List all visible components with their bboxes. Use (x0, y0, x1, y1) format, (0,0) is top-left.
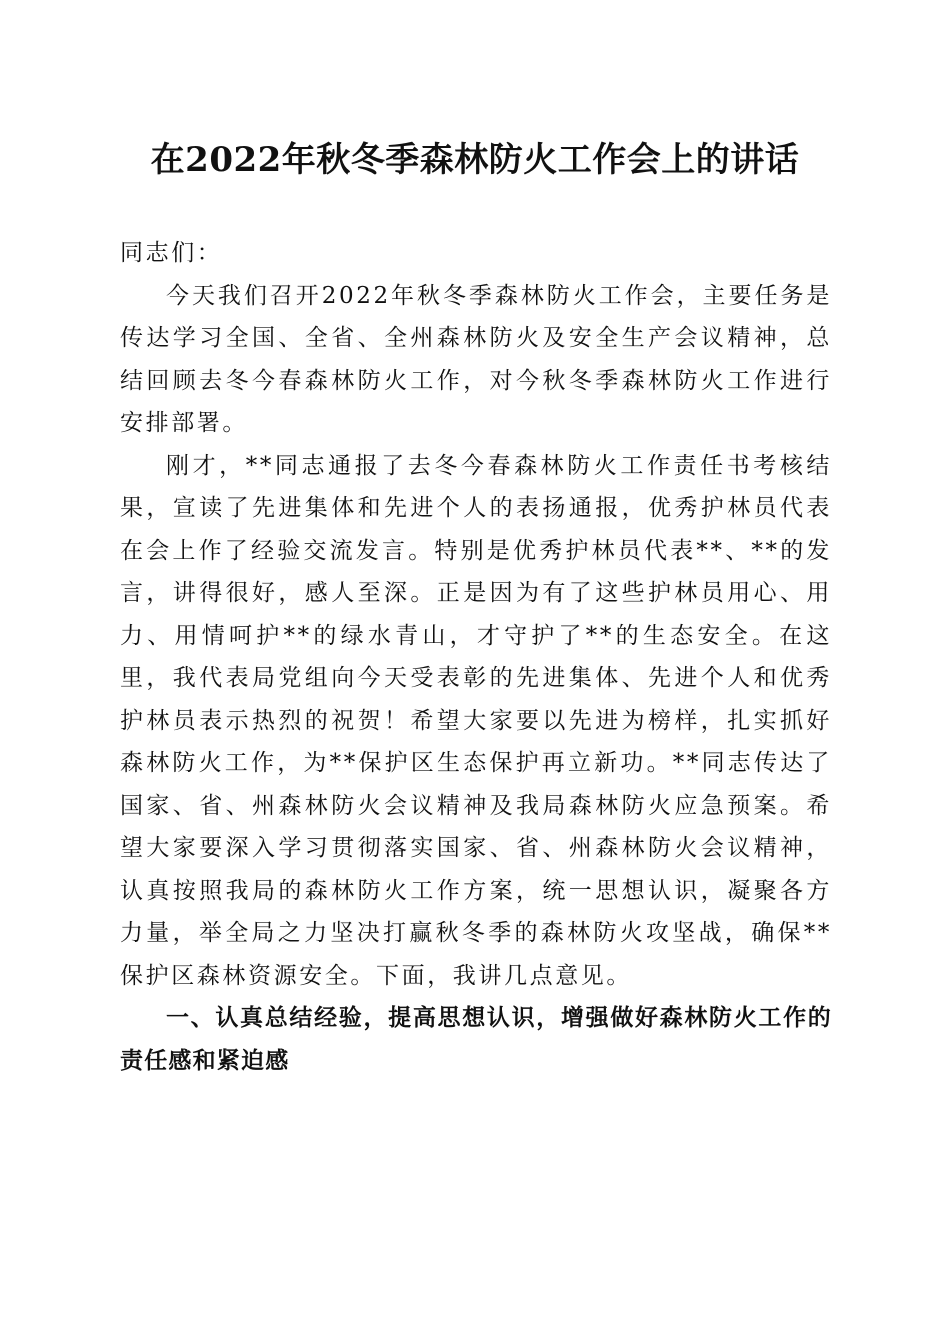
section-heading-1: 一、认真总结经验，提高思想认识，增强做好森林防火工作的责任感和紧迫感 (120, 1005, 832, 1074)
paragraph-opening: 今天我们召开2022年秋冬季森林防火工作会，主要任务是传达学习全国、全省、全州森林防火及安全生产会议精神，总结回顾去冬今春森林防火工作，对今秋冬季森林防火工作进行安排部署。 (120, 282, 832, 436)
document-body (120, 232, 832, 1082)
paragraph-review: 刚才，**同志通报了去冬今春森林防火工作责任书考核结果，宣读了先进集体和先进个人的表扬通报，优秀护林员代表在会上作了经验交流发言。特别是优秀护林员代表**、**的发言，讲得很好，感人至深。正是因为有了这些护林员用心、用力、用情呵护**的绿水青山，才守护了**的生态安全。在这里，我代表局党组向今天受表彰的先进集体、先进个人和优秀护林员表示热烈的祝贺！希望大家要以先进为榜样，扎实抓好森林防火工作，为**保护区生态保护再立新功。**同志传达了国家、省、州森林防火会议精神及我局森林防火应急预案。希望大家要深入学习贯彻落实国家、省、州森林防火会议精神，认真按照我局的森林防火工作方案，统一思想认识，凝聚各方力量，举全局之力坚决打赢秋冬季的森林防火攻坚战，确保**保护区森林资源安全。下面，我讲几点意见。 (120, 452, 832, 989)
salutation: 同志们： (120, 240, 223, 266)
document-title: 在2022年秋冬季森林防火工作会上的讲话 (150, 140, 800, 180)
